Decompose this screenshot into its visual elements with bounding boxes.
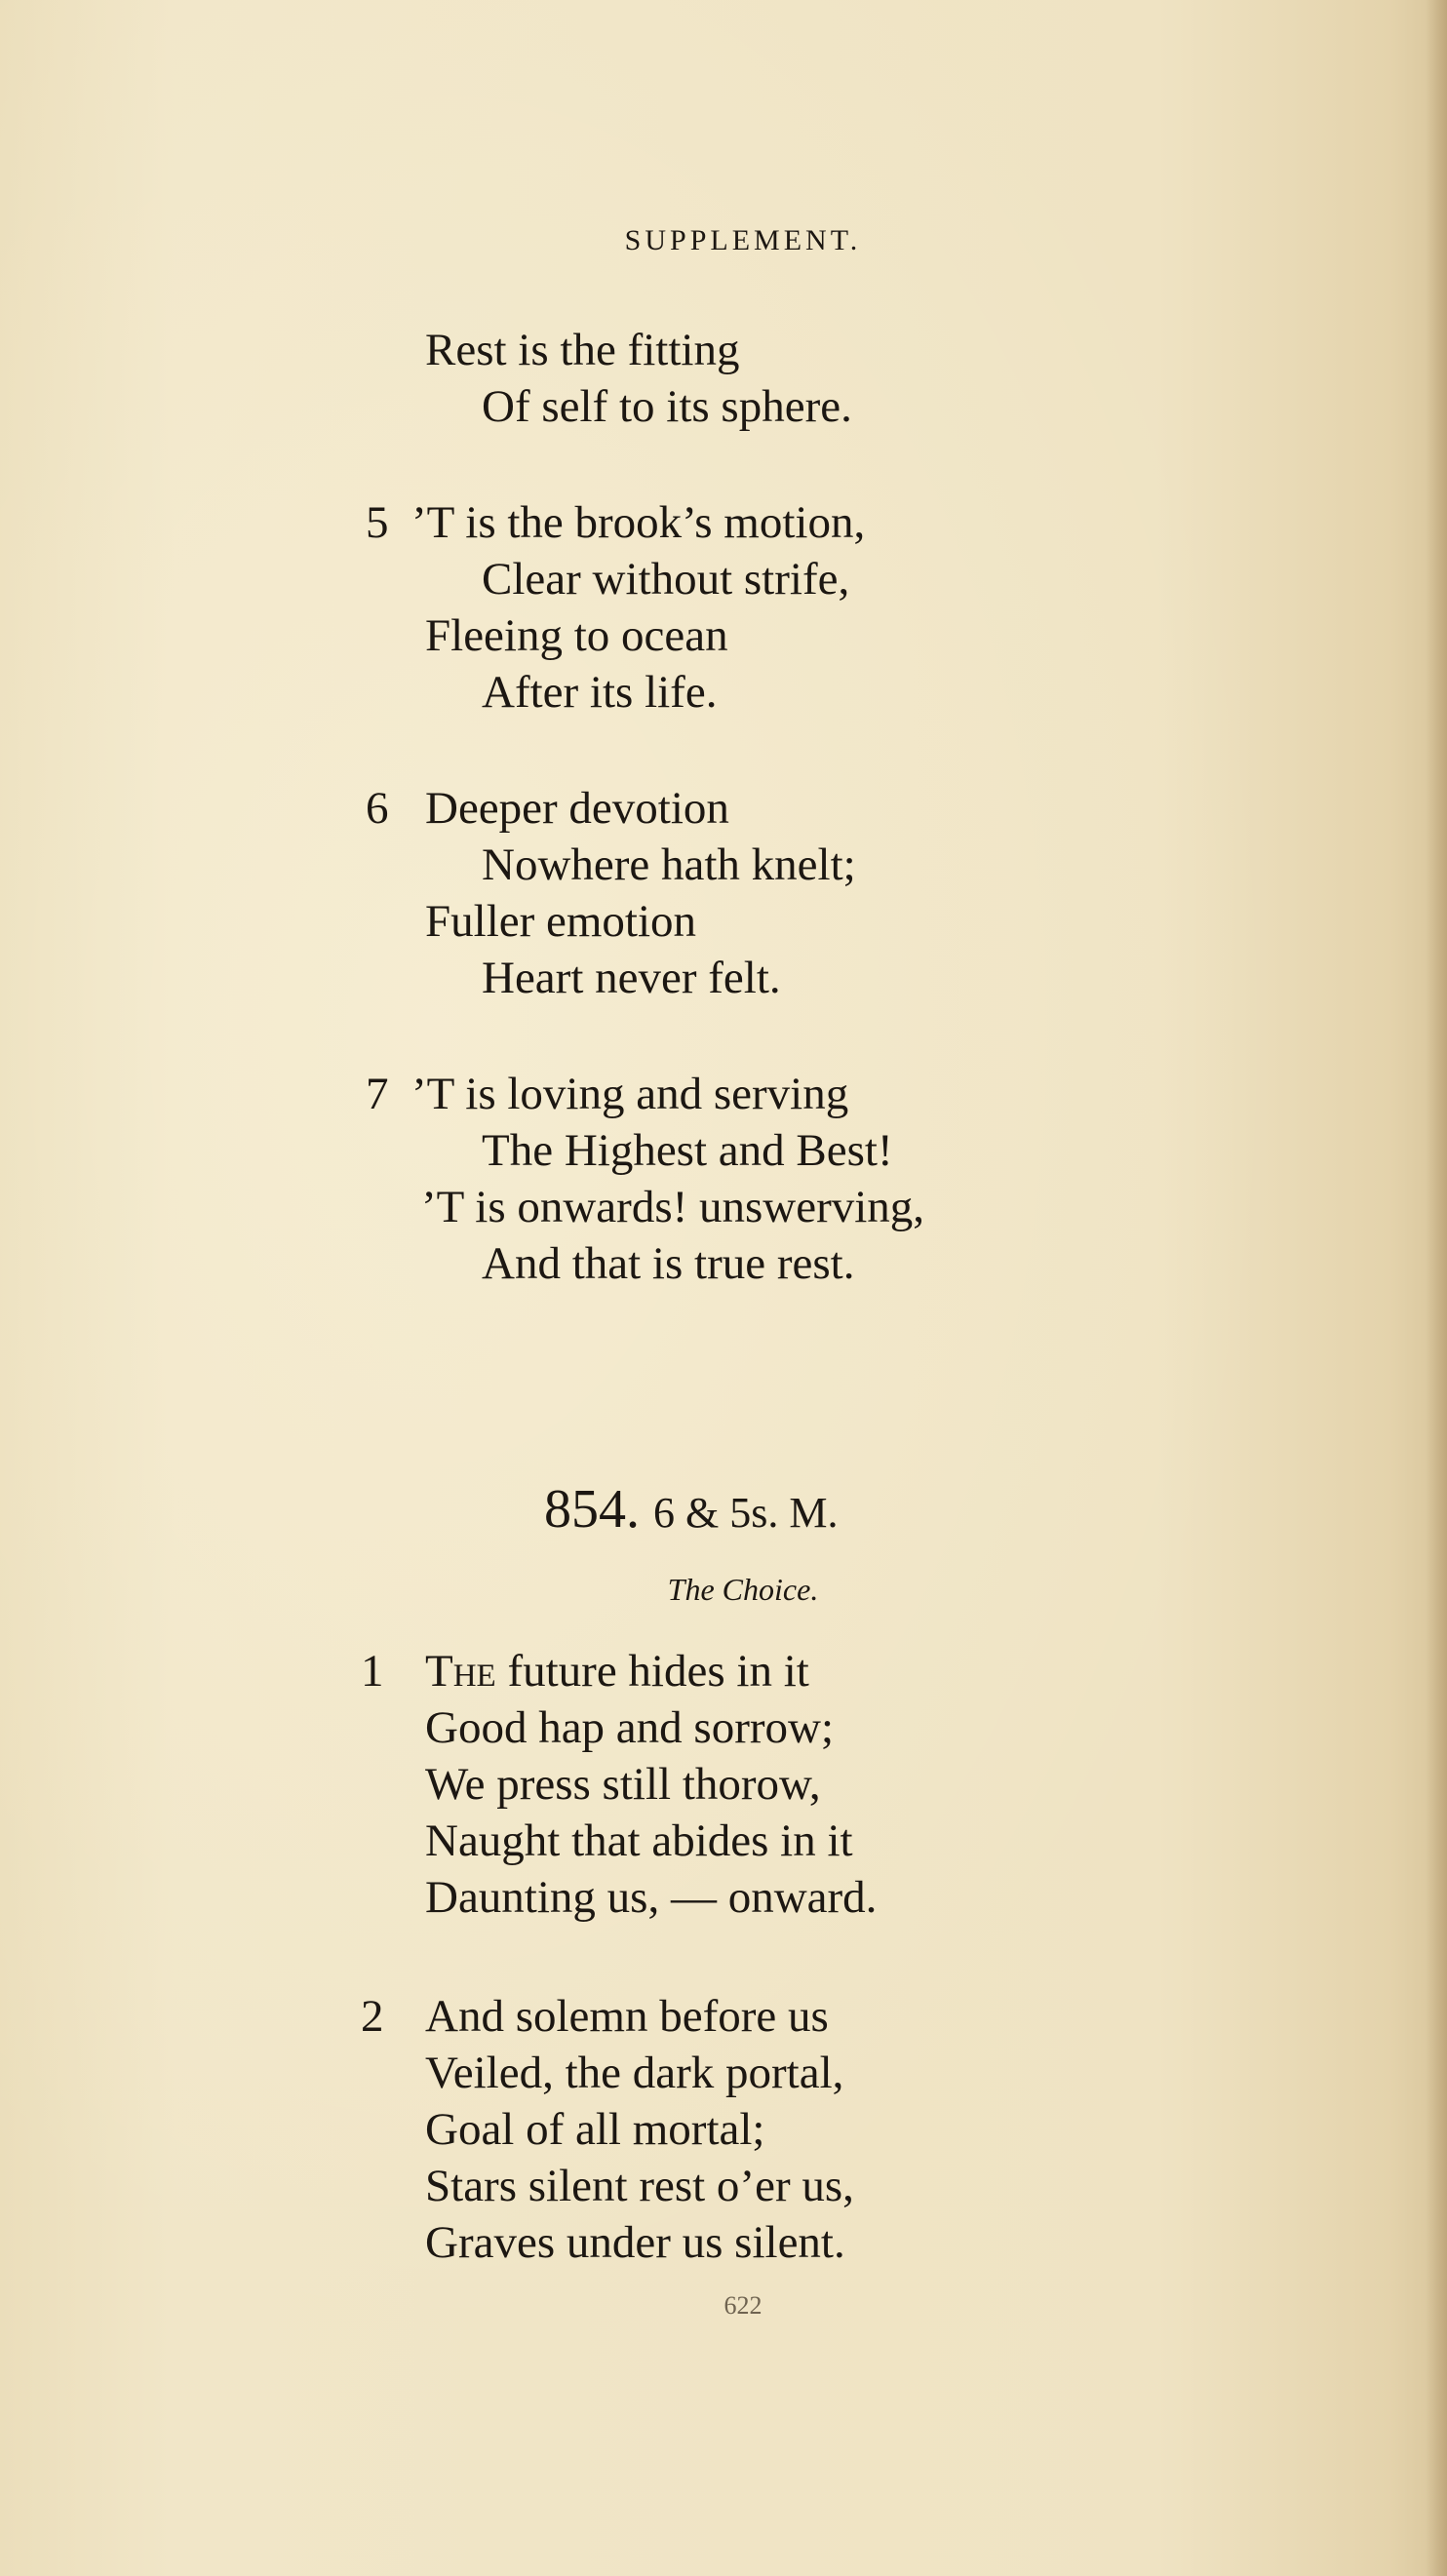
hymn-heading	[544, 1478, 838, 1541]
verse-line: The Highest and Best!	[482, 1125, 893, 1176]
verse-line: After its life.	[482, 667, 718, 718]
initial-word: The	[425, 1646, 496, 1697]
stanza-number: 2	[361, 1991, 384, 2042]
verse-line: Stars silent rest o’er us,	[425, 2161, 854, 2211]
verse-line: Rest is the fitting	[425, 325, 740, 375]
verse-line: Veiled, the dark portal,	[425, 2048, 844, 2098]
first-line-rest: future hides in it	[495, 1646, 809, 1697]
verse-line: ’T is the brook’s motion,	[411, 497, 866, 548]
verse-line: ’T is loving and serving	[411, 1069, 849, 1119]
verse-line: Heart never felt.	[482, 953, 781, 1003]
page-edge-shadow	[1426, 0, 1447, 2576]
verse-line: Fuller emotion	[425, 896, 697, 947]
verse-line: ’T is onwards! unswerving,	[421, 1182, 925, 1232]
verse-line: Fleeing to ocean	[425, 610, 728, 661]
verse-line: Graves under us silent.	[425, 2217, 845, 2268]
stanza-number: 7	[366, 1069, 389, 1119]
verse-line: Nowhere hath knelt;	[482, 839, 856, 890]
verse-line: We press still thorow,	[425, 1759, 821, 1810]
verse-line: And that is true rest.	[482, 1238, 855, 1289]
verse-line: Of self to its sphere.	[482, 381, 852, 432]
verse-line: Deeper devotion	[425, 783, 729, 834]
stanza-number: 1	[361, 1646, 384, 1697]
verse-line: Goal of all mortal;	[425, 2104, 765, 2155]
verse-line: Naught that abides in it	[425, 1815, 853, 1866]
verse-line: Clear without strife,	[482, 554, 850, 605]
verse-line: Good hap and sorrow;	[425, 1702, 835, 1753]
stanza-number: 5	[366, 497, 389, 548]
running-head: SUPPLEMENT.	[624, 224, 862, 256]
hymn-number: 854.	[544, 1479, 640, 1540]
stanza-number: 6	[366, 783, 389, 834]
page-number: 622	[724, 2291, 763, 2320]
verse-line: And solemn before us	[425, 1991, 829, 2042]
verse-line: Daunting us, — onward.	[425, 1872, 878, 1923]
verse-line-first	[425, 1643, 809, 1699]
hymn-meter: 6 & 5s. M.	[653, 1489, 839, 1537]
hymn-title: The Choice.	[667, 1572, 819, 1607]
